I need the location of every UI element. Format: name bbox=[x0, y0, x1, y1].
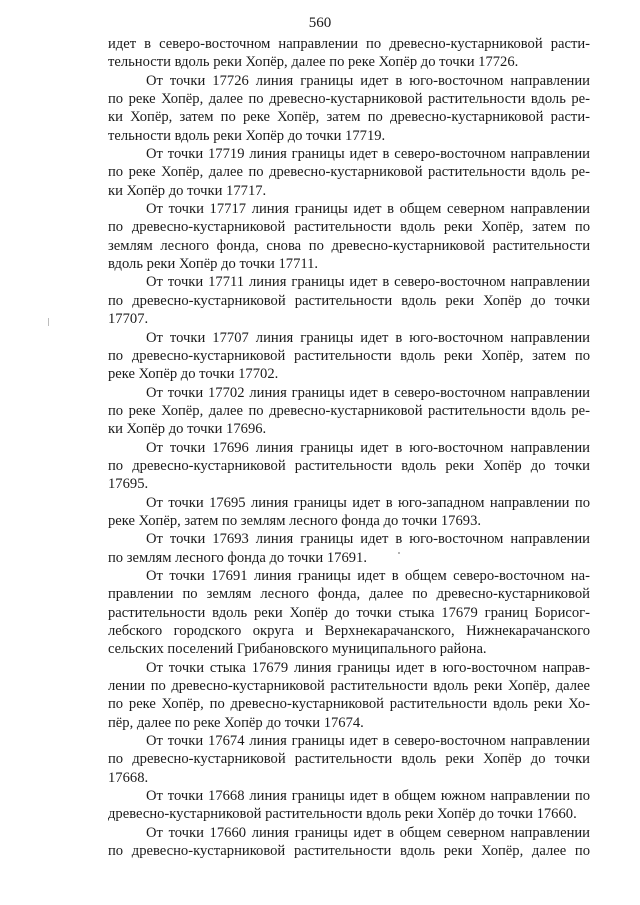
text-line: сельских поселений Грибановского муниципального района. bbox=[108, 641, 487, 658]
paragraph-first-line: От точки 17702 линия границы идет в северо-восточном направлении bbox=[146, 384, 590, 401]
text-line: землям лесного фонда, снова по древесно-кустарниковой растительности bbox=[108, 237, 590, 254]
paragraph-first-line: От точки 17707 линия границы идет в юго-восточном направлении bbox=[146, 329, 590, 346]
text-line: растительности вдоль реки Хопёр до точки стыка 17679 границ Борисог- bbox=[108, 604, 590, 621]
text-line: правлении по землям лесного фонда, далее по древесно-кустарниковой bbox=[108, 586, 590, 603]
text-line: по древесно-кустарниковой растительности вдоль реки Хопёр до точки bbox=[108, 457, 590, 474]
text-line: древесно-кустарниковой растительности вдоль реки Хопёр до точки 17660. bbox=[108, 806, 577, 823]
text-line: по древесно-кустарниковой растительности вдоль реки Хопёр, затем по bbox=[108, 219, 590, 236]
paragraph-first-line: От точки стыка 17679 линия границы идет в юго-восточном направ- bbox=[146, 659, 590, 676]
text-line: по землям лесного фонда до точки 17691. bbox=[108, 549, 367, 566]
text-line: пёр, далее по реке Хопёр до точки 17674. bbox=[108, 714, 364, 731]
paragraph-first-line: От точки 17693 линия границы идет в юго-восточном направлении bbox=[146, 531, 590, 548]
text-line: по древесно-кустарниковой растительности вдоль реки Хопёр до точки bbox=[108, 751, 590, 768]
paragraph-first-line: От точки 17719 линия границы идет в северо-восточном направлении bbox=[146, 146, 590, 163]
text-line: ки Хопёр, затем по реке Хопёр, затем по древесно-кустарниковой расти- bbox=[108, 109, 590, 126]
text-line: лебского городского округа и Верхнекарачанского, Нижнекарачанского bbox=[108, 623, 590, 639]
text-line: по древесно-кустарниковой растительности вдоль реки Хопёр, затем по bbox=[108, 347, 590, 364]
text-line: по древесно-кустарниковой растительности вдоль реки Хопёр до точки bbox=[108, 292, 590, 309]
paragraph-first-line: От точки 17711 линия границы идет в северо-восточном направлении bbox=[146, 274, 590, 291]
text-line: тельности вдоль реки Хопёр, далее по реке Хопёр до точки 17726. bbox=[108, 54, 519, 71]
text-line: по древесно-кустарниковой растительности вдоль реки Хопёр, далее по bbox=[108, 843, 590, 860]
text-line: вдоль реки Хопёр до точки 17711. bbox=[108, 256, 319, 273]
text-line: 17695. bbox=[108, 476, 149, 493]
paragraph-first-line: От точки 17674 линия границы идет в северо-восточном направлении bbox=[146, 733, 590, 750]
document-body-text bbox=[108, 35, 590, 860]
paragraph-first-line: От точки 17668 линия границы идет в общем южном направлении по bbox=[146, 788, 590, 805]
paragraph-first-line: От точки 17660 линия границы идет в общем северном направлении bbox=[146, 824, 590, 841]
paragraph-first-line: От точки 17691 линия границы идет в общем северо-восточном на- bbox=[146, 567, 590, 584]
text-line: реке Хопёр до точки 17702. bbox=[108, 366, 279, 383]
text-line: по реке Хопёр, далее по древесно-кустарниковой растительности вдоль ре- bbox=[108, 164, 590, 181]
text-line: по реке Хопёр, далее по древесно-кустарниковой растительности вдоль ре- bbox=[108, 91, 590, 108]
paragraph-first-line: От точки 17695 линия границы идет в юго-западном направлении по bbox=[146, 494, 590, 511]
text-line: 17707. bbox=[108, 311, 149, 328]
paragraph-first-line: От точки 17717 линия границы идет в общем северном направлении bbox=[146, 201, 590, 218]
paragraph-first-line: От точки 17726 линия границы идет в юго-восточном направлении bbox=[146, 72, 590, 89]
paragraph-first-line: От точки 17696 линия границы идет в юго-восточном направлении bbox=[146, 439, 590, 456]
text-line: лении по древесно-кустарниковой растительности вдоль реки Хопёр, далее bbox=[108, 678, 590, 695]
text-line: 17668. bbox=[108, 769, 149, 786]
text-line: ки Хопёр до точки 17696. bbox=[108, 421, 267, 438]
text-line: тельности вдоль реки Хопёр до точки 17719. bbox=[108, 127, 386, 144]
text-line: по реке Хопёр, далее по древесно-кустарниковой растительности вдоль ре- bbox=[108, 402, 590, 419]
text-line: идет в северо-восточном направлении по древесно-кустарниковой расти- bbox=[108, 36, 590, 52]
text-line: по реке Хопёр, по древесно-кустарниковой растительности вдоль реки Хо- bbox=[108, 696, 590, 713]
text-line: реке Хопёр, затем по землям лесного фонда до точки 17693. bbox=[108, 512, 482, 529]
page-number: 560 bbox=[308, 15, 332, 31]
text-line: ки Хопёр до точки 17717. bbox=[108, 182, 267, 199]
margin-mark bbox=[48, 318, 49, 326]
